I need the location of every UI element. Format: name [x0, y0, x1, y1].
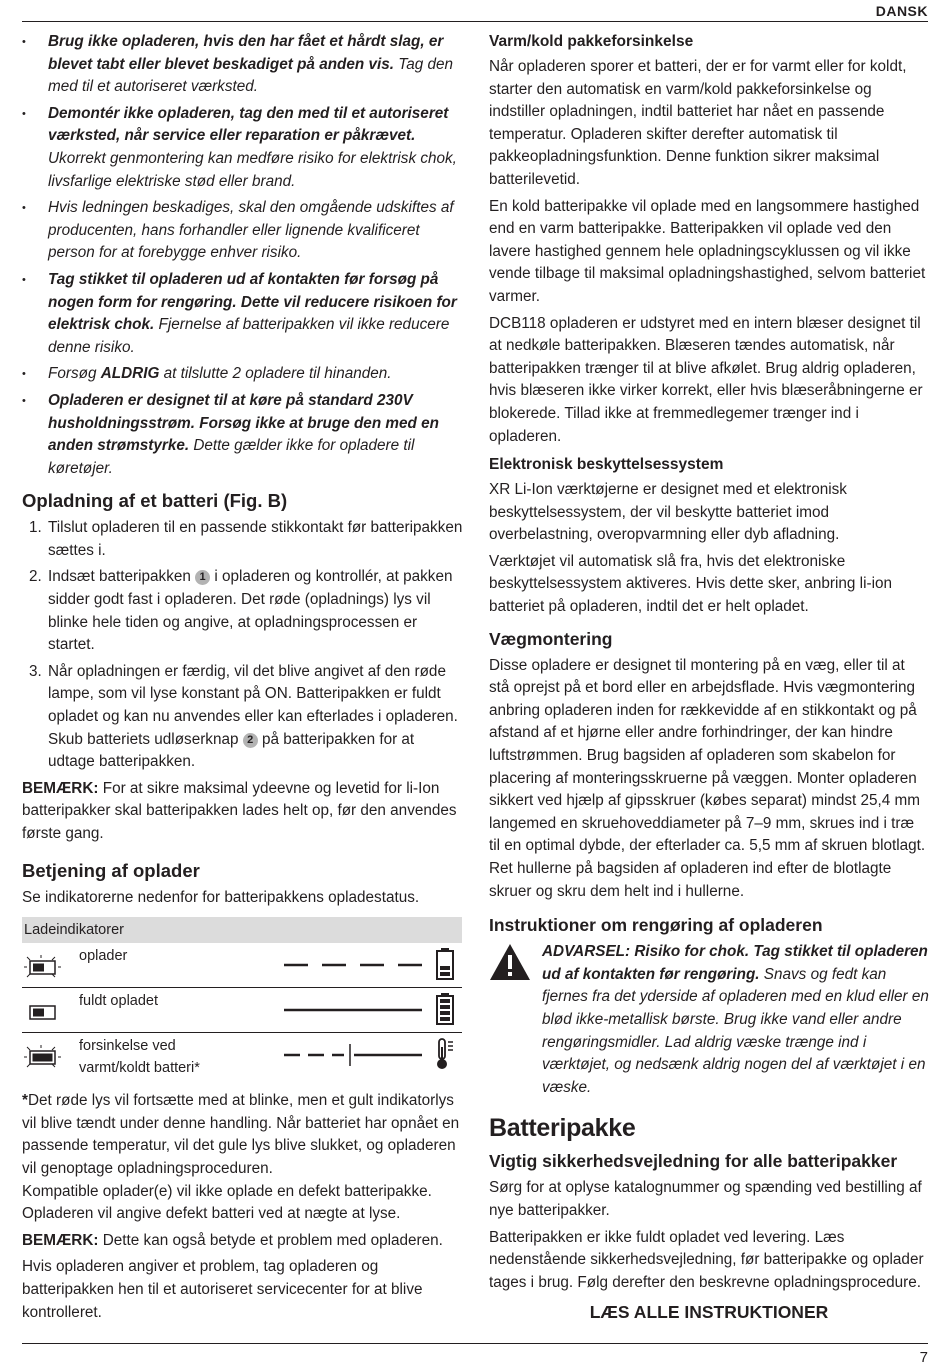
- wall-paragraph: Disse opladere er designet til montering på en væg, eller til at stå oprejst på et bord eller en arbejdsflade. Hvis vægmontering anbring opladeren inden for rækkevidde af en stikkontakt og på afstand af et hjørne eller andre forhindringer, der kan hindre luftstrømmen. Brug bagsiden af opladeren som skabelon for placering af monteringsskruerne på væggen. Monter opladeren sikkert ved hjælp af gipsskruer (købes separat) mindst 25,4 mm langemed en skruehoveddiameter på 7–9 mm, skrues ind i træ til en optimal dybde, der efterlader ca. 5,5 mm af skruen blotlagt. Ret hullerne på bagsiden af opladeren ind efter de blotlagte skruer og skru dem helt ind i hullerne.: [489, 656, 926, 900]
- warning-block: [489, 941, 929, 1099]
- step-number: 3.: [29, 662, 42, 680]
- hotcold-paragraph: En kold batteripakke vil oplade med en langsommere hastighed end en varm batteripakke. Batteripakken vil oplade ved den lavere hastighed gennem hele opladningscyklussen og vil ikke vende tilbage til maksimal opladningshastighed, selvom batteriet varmer.: [489, 197, 926, 305]
- step-item: [22, 661, 464, 774]
- indicator-label: oplader: [79, 948, 128, 965]
- right-column: [489, 31, 929, 1328]
- page-number: 7: [919, 1349, 928, 1366]
- bullet-dot: •: [22, 202, 26, 215]
- language-label: DANSK: [875, 3, 928, 19]
- indicator-label: fuldt opladet: [79, 993, 159, 1010]
- step-text: Tilslut opladeren til en passende stikkontakt før batteripakken sættes i.: [48, 519, 463, 559]
- note-label: BEMÆRK:: [22, 779, 99, 797]
- note-paragraph: [22, 1230, 464, 1253]
- bullet-dot: •: [22, 394, 26, 407]
- operation-intro: Se indikatorerne nedenfor for batteripakkens opladestatus.: [22, 888, 420, 906]
- cleaning-heading: Instruktioner om rengøring af opladeren: [489, 915, 823, 936]
- bullet-text: Fjernelse af batteripakken vil ikke reducere denne risiko.: [48, 316, 450, 356]
- battery-full-icon: [435, 992, 455, 1026]
- header-rule: [22, 21, 928, 22]
- charging-heading: Opladning af et batteri (Fig. B): [22, 490, 288, 512]
- bullet-text: Hvis ledningen beskadiges, skal den omgående udskiftes af producenten, hans forhandler eller lignende kvalificeret person for at forebygge enhver risiko.: [48, 199, 454, 262]
- step-number: 2.: [29, 568, 42, 586]
- thermometer-icon: [435, 1037, 455, 1071]
- bullet-item: [22, 269, 464, 359]
- indicator-table-header: Ladeindikatorer: [22, 917, 462, 943]
- charging-steps: [22, 517, 464, 774]
- indicator-row-full: [22, 988, 462, 1033]
- read-all-heading: LÆS ALLE INSTRUKTIONER: [589, 1302, 829, 1323]
- bullet-item: [22, 31, 464, 99]
- bullet-item: [22, 390, 464, 480]
- bullet-text: Tag den med til et autoriseret værksted.: [48, 55, 453, 96]
- left-column: [22, 31, 464, 1328]
- electronic-heading: Elektronisk beskyttelsessystem: [489, 456, 724, 474]
- bullet-text: Dette gælder ikke for opladere til køretøjer.: [48, 437, 415, 477]
- footer-rule: [22, 1343, 928, 1344]
- bullet-pre: Forsøg: [48, 365, 101, 383]
- step-number: 1.: [29, 519, 42, 537]
- note-label: BEMÆRK:: [22, 1231, 99, 1249]
- bullet-dot: •: [22, 273, 26, 286]
- safety-paragraph: Batteripakken er ikke fuldt opladet ved levering. Læs nedenstående sikkerhedsvejledning, før batteripakke og oplader tages i brug. Følg derefter den beskrevne opladningsprocedure.: [489, 1228, 924, 1291]
- note-paragraph: [22, 778, 464, 846]
- charger-steady-icon: [24, 1000, 62, 1022]
- warning-icon: [489, 943, 531, 981]
- footnote-text: Det røde lys vil fortsætte med at blinke, men et gult indikatorlys vil blive tændt under denne handling. Når batteriet har opnået en passende temperatur, vil det gule lys blive slukket, og opladeren vil genoptage opladningsproceduren.: [22, 1092, 460, 1177]
- callout-badge: 1: [195, 570, 210, 585]
- bullet-item: [22, 363, 464, 386]
- warning-bold: ADVARSEL: Risiko for chok. Tag stikket til opladeren ud af kontakten før rengøring.: [542, 943, 928, 983]
- service-paragraph: Hvis opladeren angiver et problem, tag opladeren og batteripakken hen til et autoriseret servicecenter for at blive kontrolleret.: [22, 1258, 423, 1321]
- indicator-table: [22, 917, 462, 1082]
- hotcold-paragraph: DCB118 opladeren er udstyret med en intern blæser designet til at nedkøle batteripakken. Blæseren tændes automatisk, når batteripakken trænger til at blive afkølet. Brug aldrig opladeren, hvis blæseren ikke virker korrekt, eller hvis blæseråbningerne er blokerede. Tillad ikke at fremmedlegemer trænger ind i opladeren.: [489, 314, 923, 445]
- indicator-row-charging: [22, 943, 462, 988]
- step-text-cont: i opladeren og kontrollér, at pakken sidder godt fast i opladeren. Det røde (opladnings) lys vil blinke hele tiden og angive, at opladningsprocessen er startet.: [48, 568, 453, 654]
- hotcold-paragraph: Når opladeren sporer et batteri, der er for varmt eller for koldt, starter den automatisk en varm/kold pakkeforsinkelse og indstiller opladningen, indtil batteriet har nået en passende temperatur. Opladeren skifter derefter automatisk til pakkeopladningsfunktion. Denne funktion sikrer maksimal batterilevetid.: [489, 58, 907, 188]
- battery-heading: Batteripakke: [489, 1114, 636, 1143]
- bullet-bold: Opladeren er designet til at køre på standard 230V husholdningsstrøm. Forsøg ikke at bruge den med en anden strømstyrke.: [48, 391, 439, 455]
- wall-heading: Vægmontering: [489, 628, 613, 649]
- bullet-dot: •: [22, 368, 26, 381]
- indicator-label-line1: forsinkelse ved: [79, 1038, 176, 1055]
- bullet-item: [22, 197, 464, 265]
- bullet-text: Ukorrekt genmontering kan medføre risiko for elektrisk chok, livsfarlige elektriske stød eller brand.: [48, 149, 457, 190]
- hotcold-heading: Varm/kold pakkeforsinkelse: [489, 33, 694, 50]
- bullet-bold: Brug ikke opladeren, hvis den har fået et hårdt slag, er blevet tabt eller blevet beskadiget på anden vis.: [48, 33, 444, 73]
- battery-charging-icon: [435, 947, 455, 981]
- safety-paragraph: Sørg for at oplyse katalognummer og spænding ved bestilling af nye batteripakker.: [489, 1179, 922, 1219]
- charger-blinking-icon: [24, 955, 62, 977]
- bullet-dot: •: [22, 107, 26, 120]
- safety-bullet-list: [22, 31, 464, 480]
- charger-delay-icon: [24, 1045, 62, 1067]
- safety-heading: Vigtig sikkerhedsvejledning for alle batteripakker: [489, 1151, 898, 1172]
- note-text: For at sikre maksimal ydeevne og levetid for li-Ion batteripakker skal batteripakken lades helt op, før den anvendes første gang.: [22, 779, 457, 842]
- bullet-item: [22, 103, 464, 193]
- compat-paragraph: Kompatible oplader(e) vil ikke oplade en defekt batteripakke. Opladeren vil angive defekt batteri ved at nægte at lyse.: [22, 1182, 432, 1223]
- warning-text: Snavs og fedt kan fjernes fra det yderside af opladeren med en klud eller en blød ikke-metallisk børste. Brug ikke vand eller andre rengøringsmidler. Lad aldrig væske trænge ind i værktøjet, og nedsænk aldrig nogen del af værktøjet i en væske.: [542, 965, 929, 1096]
- operation-heading: Betjening af oplader: [22, 859, 200, 881]
- step-text: Når opladningen er færdig, vil det blive angivet af den røde lampe, som vil lyse konstant på ON. Batteripakken er fuldt opladet og kan nu anvendes eller kan efterlades i opladeren. Skub batteriets udløserknap: [48, 662, 458, 748]
- bullet-bold: ALDRIG: [100, 365, 160, 383]
- bullet-dot: •: [22, 36, 26, 48]
- indicator-label: [79, 1035, 200, 1079]
- electronic-paragraph: XR Li-Ion værktøjerne er designet med et elektronisk beskyttelsessystem, der vil beskytte batteriet imod overbelastning, overopvarmning eller dyb afladning.: [489, 481, 847, 544]
- footnote: [22, 1090, 464, 1180]
- indicator-label-line2: varmt/koldt batteri*: [79, 1060, 200, 1077]
- delay-pattern-icon: [284, 1043, 422, 1067]
- step-item: [22, 566, 464, 656]
- step-text-cont: på batteripakken for at udtage batteripakken.: [48, 730, 415, 771]
- electronic-paragraph: Værktøjet vil automatisk slå fra, hvis det elektroniske beskyttelsessystem aktiveres. Hvis dette sker, anbring li-ion batteriet på opladeren, indtil det er helt opladet.: [489, 552, 892, 616]
- bullet-bold: Tag stikket til opladeren ud af kontakten før forsøg på nogen form for rengøring. Dette vil reducere risikoen for elektrisk chok.: [48, 270, 457, 334]
- footnote-star: *: [22, 1092, 28, 1110]
- bullet-text: at tilslutte 2 opladere til hinanden.: [159, 365, 392, 383]
- bullet-bold: Demontér ikke opladeren, tag den med til et autoriseret værksted, når service eller reparation er påkrævet.: [48, 104, 449, 145]
- steady-pattern-icon: [284, 998, 422, 1022]
- blink-pattern-icon: [284, 953, 422, 977]
- step-text: Indsæt batteripakken: [48, 568, 196, 586]
- note-text: Dette kan også betyde et problem med opladeren.: [98, 1231, 443, 1249]
- indicator-row-delay: [22, 1033, 462, 1082]
- step-item: [22, 517, 464, 562]
- callout-badge: 2: [243, 733, 258, 748]
